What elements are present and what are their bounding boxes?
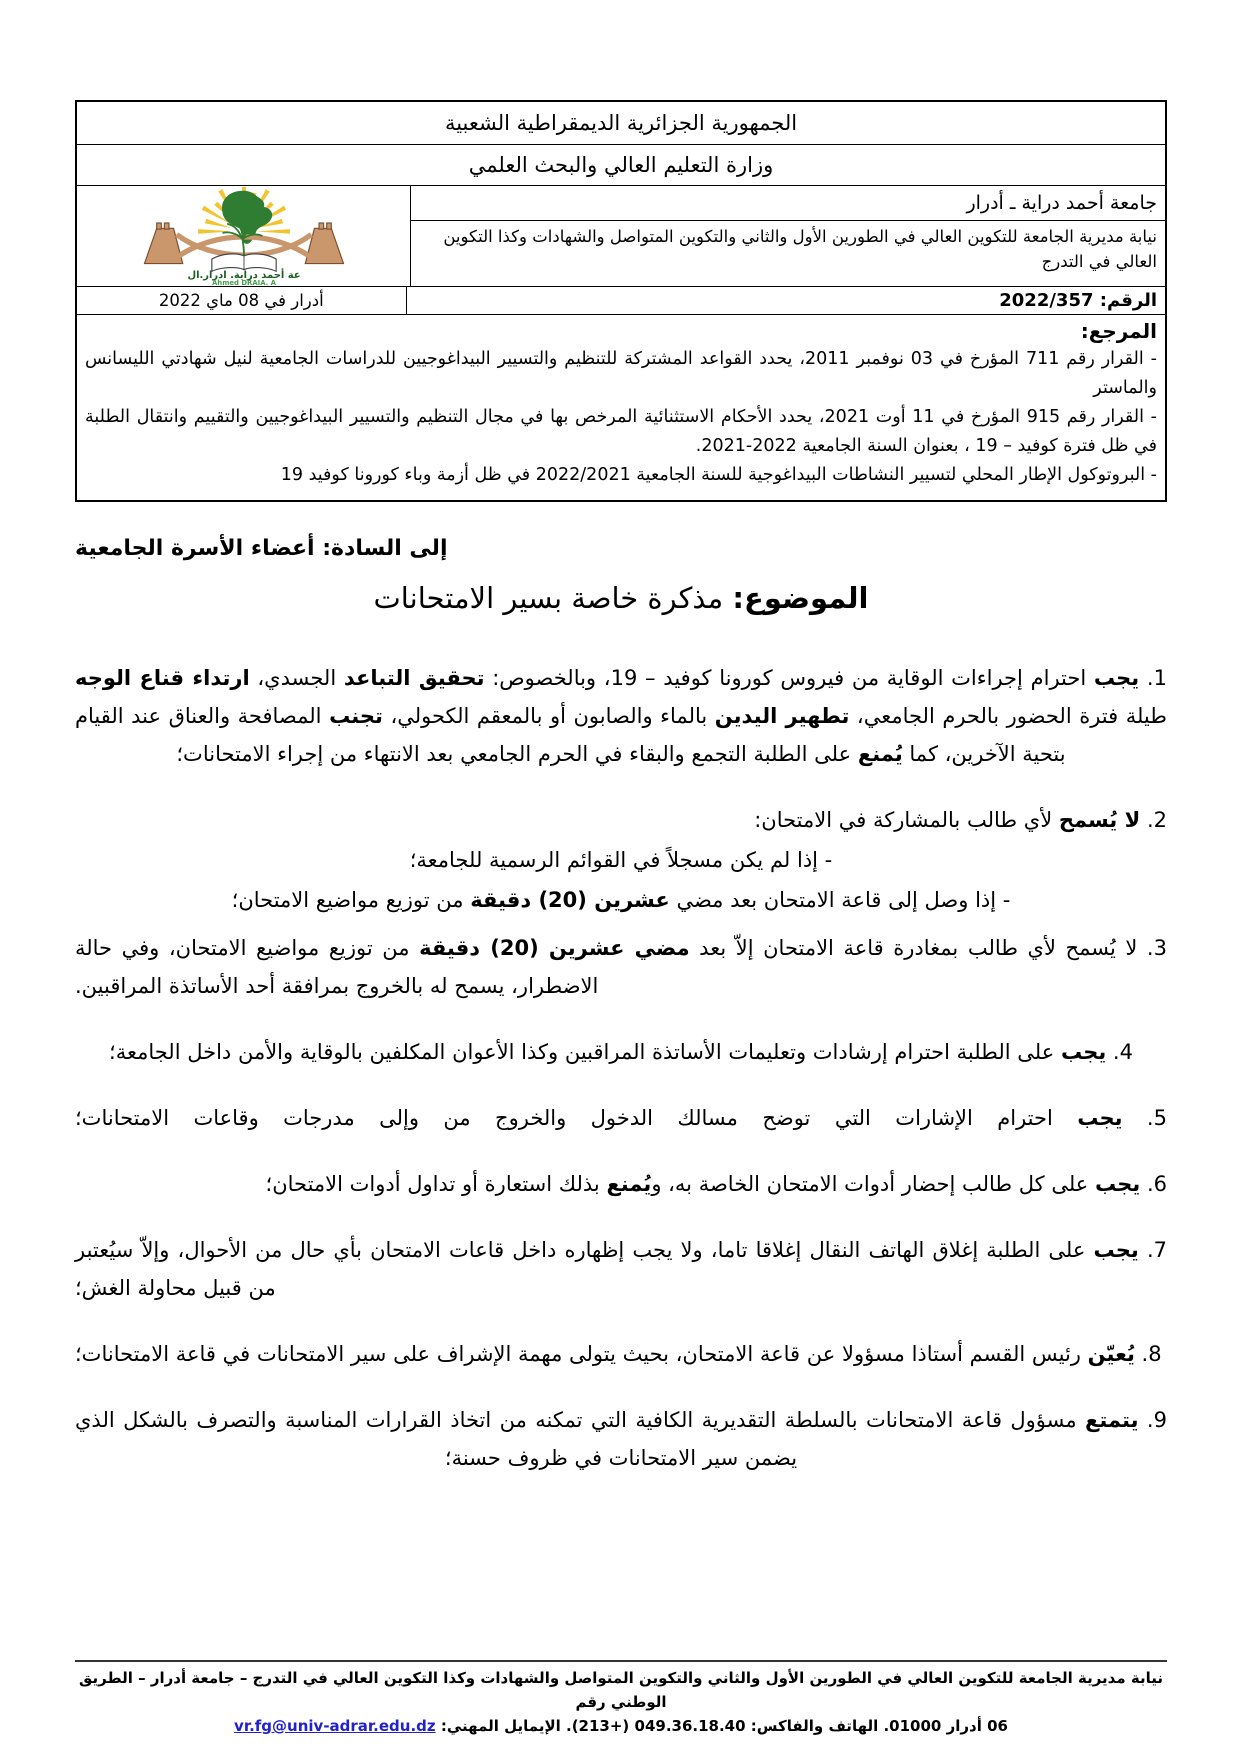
body-item-3: 3. لا يُسمح لأي طالب بمغادرة قاعة الامتحان إلاّ بعد مضي عشرين (20) دقيقة من توزيع مواضيع الامتحان، وفي حالة الاضطرار، يسمح له بالخروج بمرافقة أحد الأساتذة المراقبين.: [75, 936, 1167, 998]
header-table: [75, 100, 1167, 502]
logo-text-arabic: عة أحمد دراية. ادرار.ال: [187, 270, 301, 282]
addressee-line: إلى السادة: أعضاء الأسرة الجامعية: [75, 536, 448, 561]
document-page: [75, 100, 1167, 1505]
footer-contact-text: 06 أدرار 01000. الهاتف والفاكس: 049.36.18.40 (+213). الإيمايل المهني:: [435, 1717, 1008, 1735]
reference-item-1: - القرار رقم 711 المؤرخ في 03 نوفمبر 2011، يحدد القواعد المشتركة للتنظيم والتسيير البيداغوجيين للدراسات الجامعية لنيل شهادتي الليسانس والماستر: [85, 349, 1157, 398]
reference-title: المرجع:: [1080, 319, 1157, 343]
university-logo: [77, 186, 410, 286]
reference-section: [77, 315, 1165, 500]
body-item-9: 9. يتمتع مسؤول قاعة الامتحانات بالسلطة التقديرية الكافية التي تمكنه من اتخاذ القرارات المناسبة والتصرف بالشكل الذي يضمن سير الامتحانات في ظروف حسنة؛: [75, 1408, 1167, 1470]
email-link[interactable]: vr.fg@univ-adrar.edu.dz: [234, 1717, 436, 1735]
body-item-2-bullet-1: - إذا لم يكن مسجلاً في القوائم الرسمية للجامعة؛: [409, 848, 833, 872]
footer-line2: [75, 1714, 1167, 1738]
body-item-6: 6. يجب على كل طالب إحضار أدوات الامتحان الخاصة به، ويُمنع بذلك استعارة أو تداول أدوات الامتحان؛: [265, 1172, 1167, 1196]
reference-item-2: - القرار رقم 915 المؤرخ في 11 أوت 2021، يحدد الأحكام الاستثنائية المرخص بها في مجال التنظيم والتسيير البيداغوجيين والتقييم وانتقال الطلبة في ظل فترة كوفيد – 19 ، بعنوان السنة الجامعية 2022-2021.: [85, 407, 1157, 456]
body-item-4: 4. يجب على الطلبة احترام إرشادات وتعليمات الأساتذة المراقبين وكذا الأعوان المكلفين بالوقاية والأمن داخل الجامعة؛: [109, 1040, 1133, 1064]
footer-line1: نيابة مديرية الجامعة للتكوين العالي في الطورين الأول والثاني والتكوين المتواصل والشهادات وكذا التكوين العالي في التدرج – جامعة أدرار – الطريق الوطني رقم: [79, 1669, 1163, 1711]
document-date: أدرار في 08 ماي 2022: [158, 291, 324, 310]
body-item-5: 5. يجب احترام الإشارات التي توضح مسالك الدخول والخروج من وإلى مدرجات وقاعات الامتحانات؛: [75, 1106, 1167, 1130]
body-item-7: 7. يجب على الطلبة إغلاق الهاتف النقال إغلاقا تاما، ولا يجب إظهاره داخل قاعات الامتحان بأي حال من الأحوال، وإلاّ سيُعتبر من قبيل محاولة الغش؛: [75, 1238, 1167, 1300]
page-footer: [75, 1660, 1167, 1738]
logo-text-english: Ahmed DRAIA, A: [211, 279, 276, 285]
subject-line: [75, 581, 1167, 615]
body-item-8: 8. يُعيّن رئيس القسم أستاذا مسؤولا عن قاعة الامتحان، بحيث يتولى مهمة الإشراف على سير الامتحانات في قاعة الامتحانات؛: [75, 1342, 1162, 1366]
republic-title: الجمهورية الجزائرية الديمقراطية الشعبية: [77, 102, 1165, 145]
footer-divider: [75, 1660, 1167, 1662]
directorate-name: نيابة مديرية الجامعة للتكوين العالي في الطورين الأول والثاني والتكوين المتواصل والشهادات وكذا التكوين العالي في التدرج: [443, 227, 1157, 271]
university-name: جامعة أحمد دراية ـ أدرار: [411, 186, 1165, 221]
header-row-university: [77, 186, 1165, 287]
header-row-number-date: [77, 287, 1165, 315]
reference-item-3: - البروتوكول الإطار المحلي لتسيير النشاطات البيداغوجية للسنة الجامعية 2022/2021 في ظل أزمة وباء كورونا كوفيد 19: [280, 465, 1157, 485]
body-items: [75, 659, 1167, 1477]
open-book-icon: [212, 254, 276, 271]
body-item-2-heading: 2. لا يُسمح لأي طالب بالمشاركة في الامتحان:: [754, 808, 1167, 832]
subject-text: مذكرة خاصة بسير الامتحانات: [373, 581, 733, 615]
document-number: الرقم: 2022/357: [406, 287, 1165, 314]
ministry-title: وزارة التعليم العالي والبحث العلمي: [77, 145, 1165, 186]
body-item-1: 1. يجب احترام إجراءات الوقاية من فيروس كورونا كوفيد – 19، وبالخصوص: تحقيق التباعد الجسدي، ارتداء قناع الوجه طيلة فترة الحضور بالحرم الجامعي، تطهير اليدين بالماء والصابون أو بالمعقم الكحولي، تجنب المصافحة والعناق عند القيام بتحية الآخرين، كما يُمنع على الطلبة التجمع والبقاء في الحرم الجامعي بعد الانتهاء من إجراء الامتحانات؛: [75, 666, 1167, 766]
university-logo-image: [94, 187, 394, 285]
subject-label: الموضوع:: [732, 581, 869, 615]
body-item-2-bullet-2: - إذا وصل إلى قاعة الامتحان بعد مضي عشرين (20) دقيقة من توزيع مواضيع الامتحان؛: [231, 888, 1011, 912]
